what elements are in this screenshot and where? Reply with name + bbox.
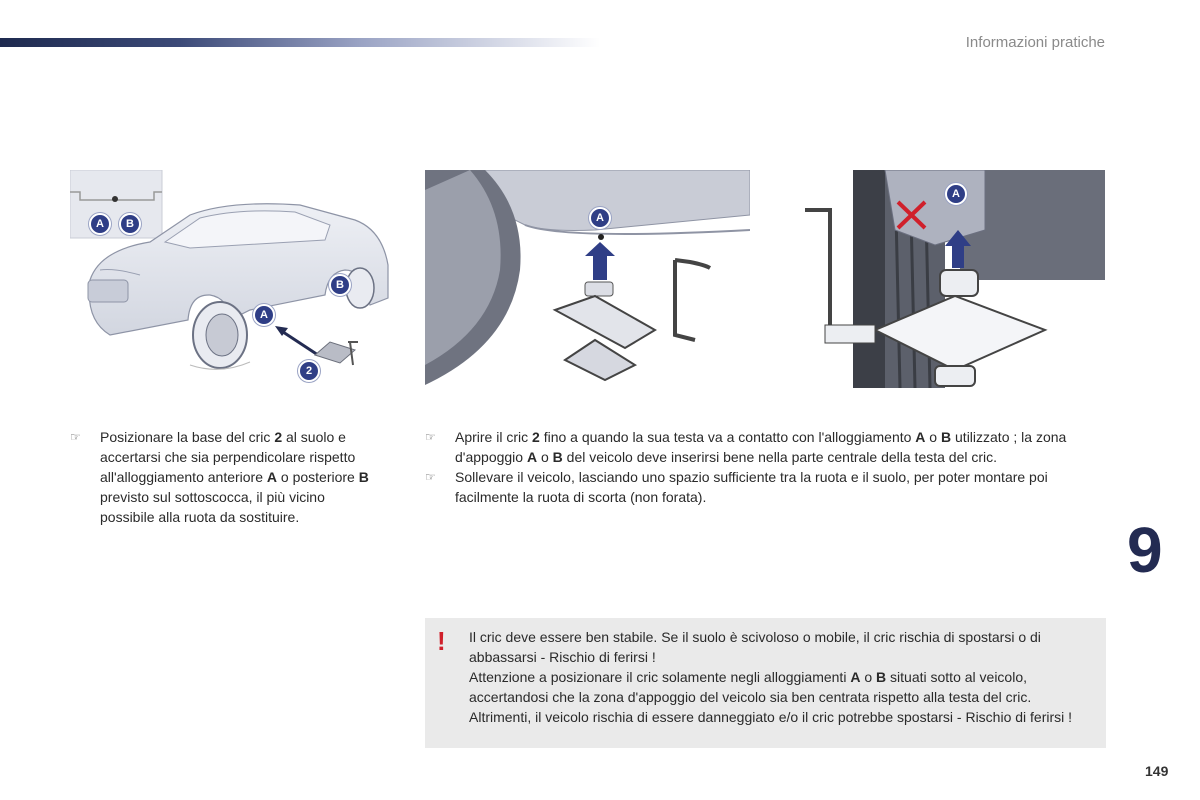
text-run: fino a quando la sua testa va a contatto con l'alloggiamento bbox=[539, 429, 916, 445]
bullet-item bbox=[425, 427, 1100, 467]
warning-text bbox=[469, 627, 1094, 727]
bold-ref: A bbox=[850, 669, 861, 685]
text-run: previsto sul sottoscocca, il più vicino possibile alla ruota da sostituire. bbox=[100, 489, 325, 525]
bullet-text bbox=[455, 467, 1100, 507]
instructions-right-column bbox=[425, 427, 1100, 507]
warning-paragraph bbox=[469, 627, 1094, 667]
pointing-hand-icon: ☞ bbox=[425, 430, 436, 444]
text-run: Il cric deve essere ben stabile. Se il suolo è scivoloso o mobile, il cric rischia di spostarsi o di abbassarsi - Rischio di ferirsi ! bbox=[469, 629, 1041, 665]
text-run: al suolo e accertarsi che sia perpendicolare rispetto all'alloggiamento anteriore bbox=[100, 429, 356, 485]
bold-ref: A bbox=[266, 469, 278, 485]
text-run: o posteriore bbox=[277, 469, 359, 485]
bold-ref: 2 bbox=[274, 429, 283, 445]
header-gradient-bar bbox=[0, 38, 600, 47]
text-run: Aprire il cric bbox=[455, 429, 533, 445]
instructions-left-column bbox=[70, 427, 380, 527]
text-run: Posizionare la base del cric bbox=[100, 429, 275, 445]
chapter-number: 9 bbox=[1127, 514, 1163, 586]
pointing-hand-icon: ☞ bbox=[425, 470, 436, 484]
page-number: 149 bbox=[1145, 763, 1169, 779]
callout-badge: A bbox=[589, 207, 611, 229]
bullet-text bbox=[455, 427, 1100, 467]
warning-paragraph bbox=[469, 667, 1094, 707]
bold-ref: B bbox=[876, 669, 887, 685]
text-run: utilizzato ; la zona d'appoggio bbox=[455, 429, 1067, 465]
bold-ref: B bbox=[941, 429, 952, 445]
callout-badge: B bbox=[329, 274, 351, 296]
text-run: Altrimenti, il veicolo rischia di essere danneggiato e/o il cric potrebbe spostarsi - Rischio di ferirsi ! bbox=[469, 709, 1073, 725]
text-run: Attenzione a posizionare il cric solamente negli alloggiamenti bbox=[469, 669, 851, 685]
callout-badge: 2 bbox=[298, 360, 320, 382]
pointing-hand-icon: ☞ bbox=[70, 430, 81, 444]
figure-jack-correct-position bbox=[785, 170, 1105, 388]
warning-icon: ! bbox=[437, 626, 446, 656]
bullet-item bbox=[70, 427, 380, 527]
text-run: o bbox=[925, 429, 941, 445]
warning-box bbox=[425, 618, 1106, 748]
bold-ref: A bbox=[526, 449, 538, 465]
text-run: Sollevare il veicolo, lasciando uno spazio sufficiente tra la ruota e il suolo, per poter montare poi facilmente la ruota di scorta (non forata). bbox=[455, 469, 1048, 505]
text-run: del veicolo deve inserirsi bene nella parte centrale della testa del cric. bbox=[562, 449, 998, 465]
bold-ref: B bbox=[358, 469, 369, 485]
bold-ref: B bbox=[552, 449, 563, 465]
bullet-item bbox=[425, 467, 1100, 507]
callout-badge: A bbox=[253, 304, 275, 326]
callout-badge: A bbox=[89, 213, 111, 235]
text-run: o bbox=[537, 449, 553, 465]
callout-badge: B bbox=[119, 213, 141, 235]
section-title: Informazioni pratiche bbox=[965, 34, 1105, 51]
bold-ref: A bbox=[915, 429, 926, 445]
bold-ref: 2 bbox=[532, 429, 540, 445]
warning-paragraph bbox=[469, 707, 1094, 727]
bullet-text bbox=[100, 427, 380, 527]
text-run: o bbox=[860, 669, 877, 685]
figure-jack-under-sill bbox=[425, 170, 750, 388]
text-run: situati sotto al veicolo, accertandosi che la zona d'appoggio del veicolo sia ben centrata rispetto alla testa del cric. bbox=[469, 669, 1032, 705]
callout-badge: A bbox=[945, 183, 967, 205]
